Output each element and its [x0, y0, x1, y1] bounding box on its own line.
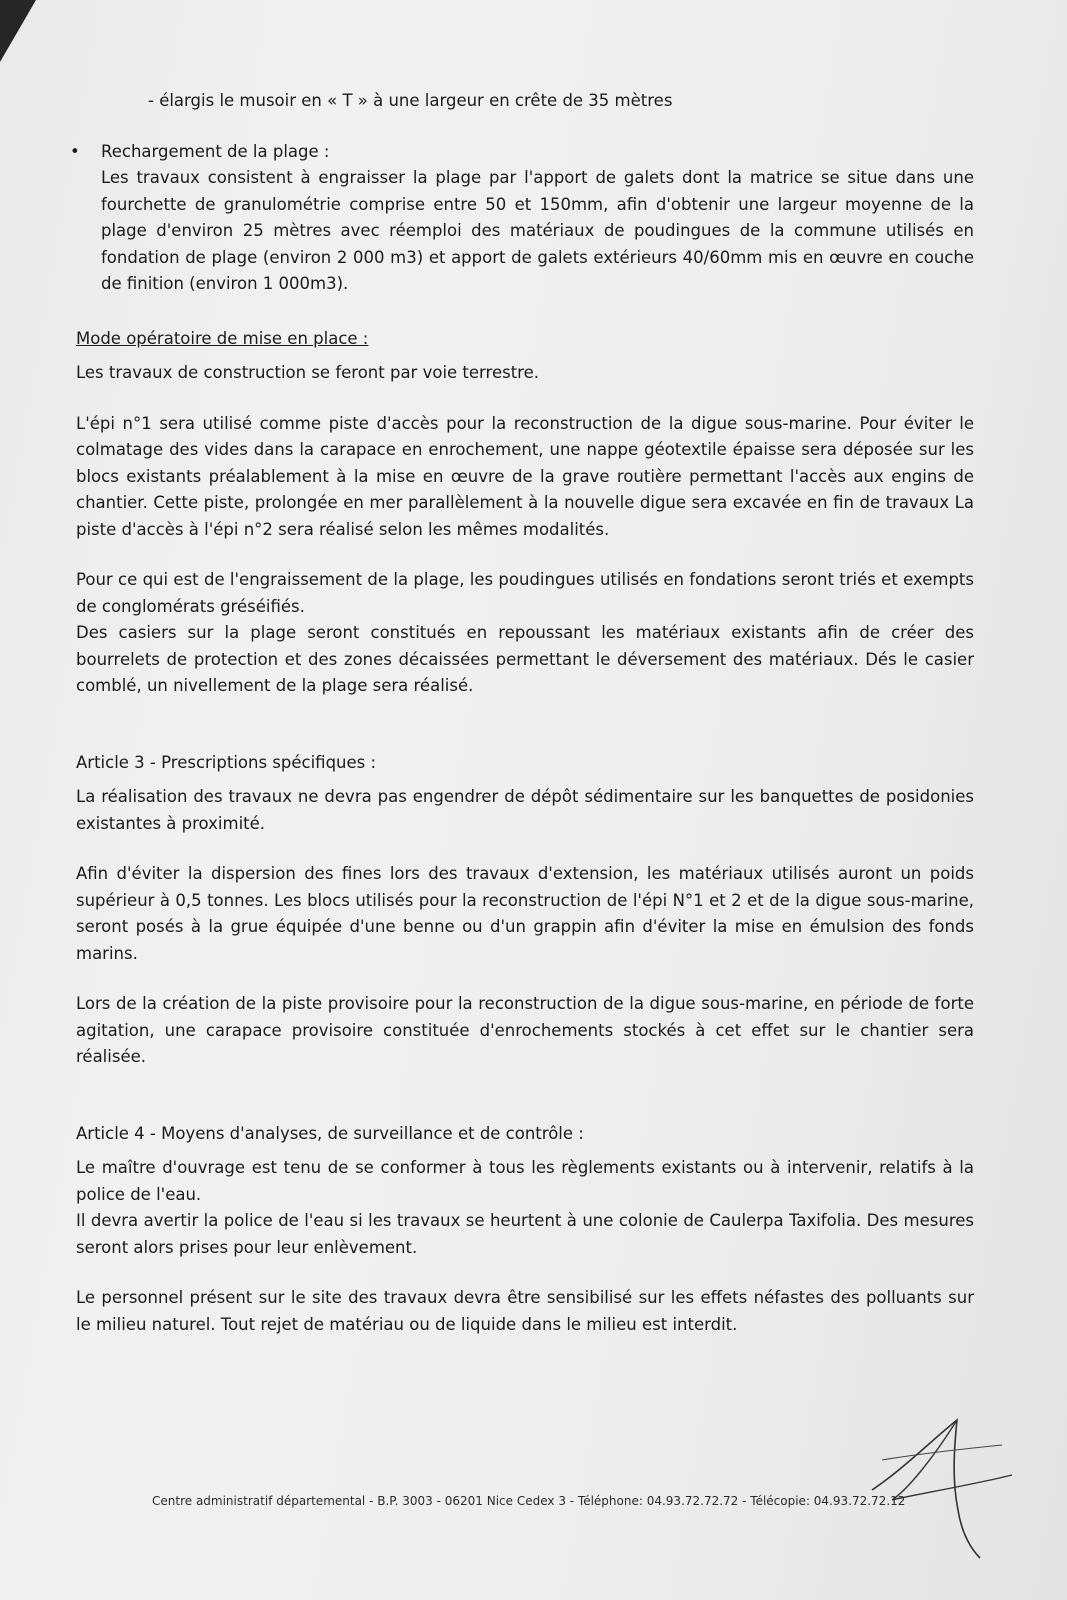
mode-paragraph-1: Les travaux de construction se feront par voie terrestre.: [76, 363, 539, 382]
recharge-title: Rechargement de la plage :: [101, 141, 330, 161]
article-4-paragraph-1: Le maître d'ouvrage est tenu de se conformer à tous les règlements existants ou à intervenir, relatifs à la police de l'eau.: [76, 1158, 974, 1204]
article-3-heading: Article 3 - Prescriptions spécifiques :: [76, 752, 377, 772]
footer-contact: Centre administratif départemental - B.P. 3003 - 06201 Nice Cedex 3 - Téléphone: 04.93.72.72.72 - Télécopie: 04.93.72.72.12: [152, 1494, 906, 1508]
signature-mark: [862, 1400, 1022, 1560]
mode-paragraph-2: L'épi n°1 sera utilisé comme piste d'accès pour la reconstruction de la digue sous-marine. Pour éviter le colmatage des vides dans la carapace en enrochement, une nappe géotextile épaisse sera déposée sur les blocs existants préalablement à la mise en œuvre de la grave routière permettant l'accès aux engins de chantier. Cette piste, prolongée en mer parallèlement à la nouvelle digue sera excavée en fin de travaux La piste d'accès à l'épi n°2 sera réalisé selon les mêmes modalités.: [76, 413, 974, 539]
bullet-item-recharge: [70, 139, 974, 298]
dash-list-item: - élargis le musoir en « T » à une largeur en crête de 35 mètres: [148, 91, 673, 110]
bullet-icon: •: [70, 141, 80, 161]
article-4-paragraph-3: Le personnel présent sur le site des travaux devra être sensibilisé sur les effets néfastes des polluants sur le milieu naturel. Tout rejet de matériau ou de liquide dans le milieu est interdit.: [76, 1288, 974, 1334]
document-body: [70, 88, 974, 1338]
mode-paragraph-4: Des casiers sur la plage seront constitués en repoussant les matériaux existants afin de créer des bourrelets de protection et des zones décaissées permettant le déversement des matériaux. Dés le casier comblé, un nivellement de la plage sera réalisé.: [76, 623, 974, 695]
article-3-paragraph-1: La réalisation des travaux ne devra pas engendrer de dépôt sédimentaire sur les banquettes de posidonies existantes à proximité.: [76, 787, 974, 833]
article-3-paragraph-2: Afin d'éviter la dispersion des fines lors des travaux d'extension, les matériaux utilisés auront un poids supérieur à 0,5 tonnes. Les blocs utilisés pour la reconstruction de l'épi N°1 et 2 et de la digue sous-marine, seront posés à la grue équipée d'une benne ou d'un grappin afin d'éviter la mise en émulsion des fonds marins.: [76, 864, 974, 963]
page-corner-shadow: [0, 0, 36, 62]
mode-heading: Mode opératoire de mise en place :: [76, 328, 369, 348]
mode-paragraph-3: Pour ce qui est de l'engraissement de la plage, les poudingues utilisés en fondations seront triés et exempts de conglomérats gréséifiés.: [76, 570, 974, 616]
recharge-body: Les travaux consistent à engraisser la plage par l'apport de galets dont la matrice se situe dans une fourchette de granulométrie comprise entre 50 et 150mm, afin d'obtenir une largeur moyenne de la plage d'environ 25 mètres avec réemploi des matériaux de poudingues de la commune utilisés en fondation de plage (environ 2 000 m3) et apport de galets extérieurs 40/60mm mis en œuvre en couche de finition (environ 1 000m3).: [101, 168, 974, 293]
article-4-paragraph-2: Il devra avertir la police de l'eau si les travaux se heurtent à une colonie de Caulerpa Taxifolia. Des mesures seront alors prises pour leur enlèvement.: [76, 1211, 974, 1257]
article-4-heading: Article 4 - Moyens d'analyses, de surveillance et de contrôle :: [76, 1123, 584, 1143]
article-3-paragraph-3: Lors de la création de la piste provisoire pour la reconstruction de la digue sous-marine, en période de forte agitation, une carapace provisoire constituée d'enrochements stockés à cet effet sur le chantier sera réalisée.: [76, 994, 974, 1066]
